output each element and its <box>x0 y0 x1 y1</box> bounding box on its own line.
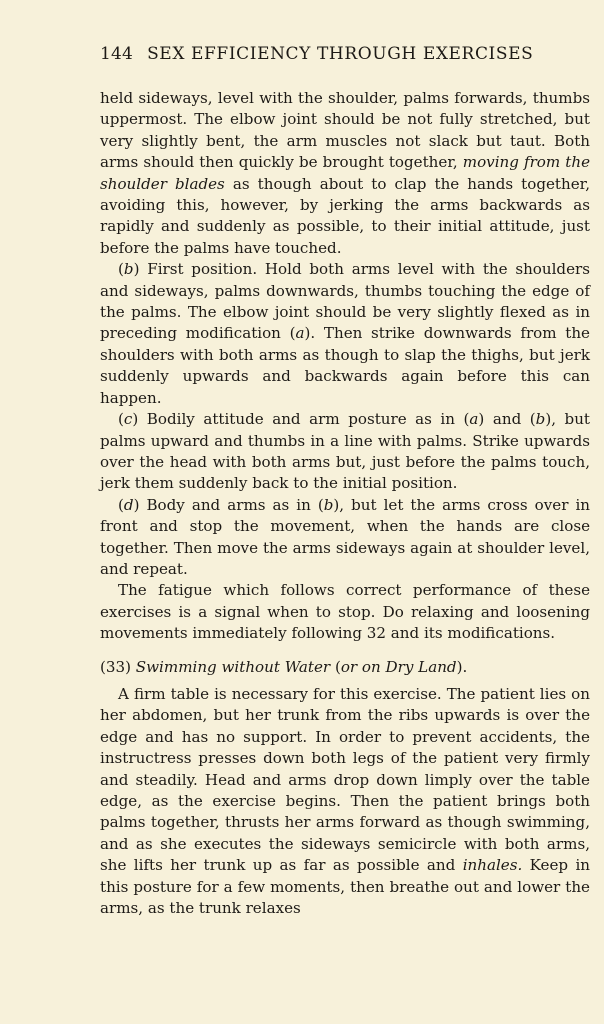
text-run: A firm table is necessary for this exercise. The patient lies on her abdomen, but her trunk from the ribs upwards is over the edge and has no support. In order to prevent accidents, the instructress presses down both legs of the patient very firmly and steadily. Head and arms drop down limply over the table edge, as the exercise begins. Then the patient brings both palms together, thrusts her arms forward as though swimming, and as she executes the sideways semicircle with both arms, she lifts her trunk up as far as possible and <box>100 684 590 875</box>
paragraph-swimming <box>100 684 590 919</box>
text-run: ) Bodily attitude and arm posture as in ( <box>132 410 470 429</box>
italic-run: a <box>469 410 479 429</box>
italic-run: inhales. <box>462 856 523 875</box>
text-run: as though about to clap the hands together, avoiding this, however, by jerking the arms backwards as rapidly and suddenly as possible, to their initial attitude, just before the palms have touched. <box>100 174 591 257</box>
page-number: 144 <box>100 44 134 64</box>
text-run: ). <box>456 657 468 676</box>
text-run: ) Body and arms as in ( <box>133 495 324 514</box>
section-title: Swimming without Water <box>135 657 331 676</box>
italic-run: b <box>323 495 334 514</box>
italic-run: moving from the shoulder blades <box>100 153 591 193</box>
running-header <box>100 44 590 76</box>
paragraph-d <box>100 495 590 581</box>
text-run: ) and ( <box>478 410 536 429</box>
text-run: ( <box>330 657 341 676</box>
italic-run: a <box>295 324 305 343</box>
italic-run: b <box>123 260 134 279</box>
italic-run: b <box>535 410 546 429</box>
paragraph-fatigue: The fatigue which follows correct performance of these exercises is a signal when to stop. Do relaxing and loosening movements immediately following 32 and its modifications. <box>100 581 590 643</box>
text-run: ) First position. Hold both arms level with the shoulders and sideways, palms downwards, thumbs touching the edge of the palms. The elbow joint should be very slightly flexed as in preceding modification ( <box>100 260 590 343</box>
running-title: SEX EFFICIENCY THROUGH EXERCISES <box>147 44 534 64</box>
section-heading <box>100 657 590 678</box>
paragraph-continuation <box>100 88 590 259</box>
text-run: held sideways, level with the shoulder, palms forwards, thumbs uppermost. The elbow joint should be not fully stretched, but very slightly bent, the arm muscles not slack but taut. Both arms should then quickly be brought together, <box>100 89 590 172</box>
body-text <box>100 88 590 919</box>
book-page <box>100 44 590 919</box>
text-run: ( <box>118 495 124 514</box>
text-run: ). Then strike downwards from the shoulders with both arms as though to slap the thighs, but jerk suddenly upwards and backwards again before this can happen. <box>100 324 590 407</box>
paragraph-c <box>100 409 590 495</box>
text-run: Keep in this posture for a few moments, then breathe out and lower the arms, as the trunk relaxes <box>100 856 591 918</box>
section-number: (33) <box>100 657 136 676</box>
text-run: ), but let the arms cross over in front and stop the movement, when the hands are close together. Then move the arms sideways again at shoulder level, and repeat. <box>100 495 590 578</box>
paragraph-b <box>100 259 590 409</box>
text-run: ), but palms upward and thumbs in a line with palms. Strike upwards over the head with both arms but, just before the palms touch, jerk them suddenly back to the initial position. <box>100 410 590 493</box>
section-subtitle: or on Dry Land <box>340 657 457 676</box>
text-run: ( <box>118 410 124 429</box>
text-run: ( <box>118 260 124 279</box>
italic-run: c <box>123 410 133 429</box>
italic-run: d <box>123 495 134 514</box>
